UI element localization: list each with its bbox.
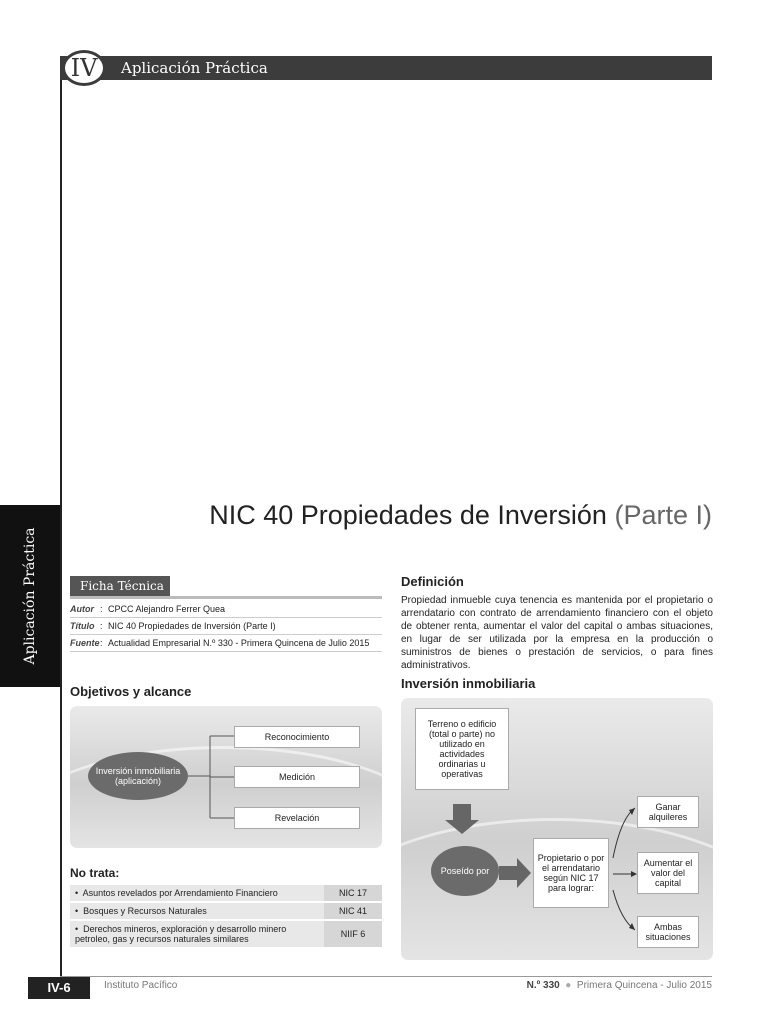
ficha-key: Fuente: [70, 638, 100, 648]
table-row: [70, 920, 382, 948]
inversion-diagram: [401, 698, 713, 960]
footer-rule: [60, 976, 712, 977]
article-title-part: (Parte I): [614, 500, 712, 530]
ficha-row: Título : NIC 40 Propiedades de Inversión (Parte I): [70, 618, 382, 635]
objetivos-center: Inversión inmobiliaria (aplicación): [88, 752, 188, 800]
inversion-heading: Inversión inmobiliaria: [401, 676, 536, 691]
footer-issue-number: N.º 330: [526, 980, 560, 991]
bullet-icon: ●: [562, 980, 575, 991]
objetivos-heading: Objetivos y alcance: [70, 684, 192, 699]
footer-period: Primera Quincena - Julio 2015: [576, 980, 712, 991]
no-trata-heading: No trata:: [70, 866, 120, 880]
side-tab-label: Aplicación Práctica: [22, 527, 38, 665]
objetivos-item: Medición: [234, 766, 360, 788]
margin-rule: [60, 56, 62, 978]
outcome-box: Aumentar el valor del capital: [637, 852, 699, 894]
table-row: [70, 885, 382, 902]
no-trata-text: • Bosques y Recursos Naturales: [70, 902, 324, 920]
no-trata-table: [70, 885, 382, 949]
ficha-divider: [70, 596, 382, 599]
page-number: IV-6: [28, 977, 90, 999]
article-title-main: NIC 40 Propiedades de Inversión: [209, 500, 607, 530]
ficha-value: CPCC Alejandro Ferrer Quea: [108, 604, 226, 614]
ficha-tab: Ficha Técnica: [70, 576, 170, 596]
propietario-box: Propietario o por el arrendatario según NIC 17 para lograr:: [533, 838, 609, 908]
ficha-key: Título: [70, 621, 95, 631]
ficha-key: Autor: [70, 604, 94, 614]
poseido-node: Poseído por: [431, 846, 499, 896]
section-title: Aplicación Práctica: [121, 59, 268, 77]
ficha-value: Actualidad Empresarial N.º 330 - Primera Quincena de Julio 2015: [108, 638, 370, 648]
ficha-row: Autor : CPCC Alejandro Ferrer Quea: [70, 601, 382, 618]
no-trata-text: • Asuntos revelados por Arrendamiento Financiero: [70, 885, 324, 902]
footer-publisher: Instituto Pacífico: [104, 980, 178, 991]
table-row: [70, 902, 382, 920]
terreno-box: Terreno o edificio (total o parte) no utilizado en actividades ordinarias u operativas: [415, 708, 509, 790]
ficha-row: Fuente: Actualidad Empresarial N.º 330 - Primera Quincena de Julio 2015: [70, 635, 382, 652]
footer-issue: [527, 980, 712, 991]
ficha-value: NIC 40 Propiedades de Inversión (Parte I): [108, 621, 276, 631]
objetivos-item: Reconocimiento: [234, 726, 360, 748]
section-number-badge: IV: [62, 50, 106, 86]
objetivos-item: Revelación: [234, 807, 360, 829]
definicion-heading: Definición: [401, 574, 464, 589]
no-trata-code: NIC 41: [324, 902, 382, 920]
definicion-text: Propiedad inmueble cuya tenencia es mantenida por el propietario o arrendatario con contrato de arrendamiento financiero con el objeto de obtener renta, aumentar el valor del capital o ambas situaciones, en lugar de ser utilizada por la empresa en la producción o suministros de bienes o prestación de servicios, o para fines administrativos.: [401, 595, 713, 671]
outcome-box: Ambas situaciones: [637, 916, 699, 948]
no-trata-code: NIC 17: [324, 885, 382, 902]
article-title: [209, 500, 712, 531]
no-trata-text: • Derechos mineros, exploración y desarrollo minero petroleo, gas y recursos naturales similares: [70, 920, 324, 948]
objetivos-diagram: [70, 706, 382, 848]
no-trata-code: NIIF 6: [324, 920, 382, 948]
outcome-box: Ganar alquileres: [637, 796, 699, 828]
ficha-tecnica: [70, 576, 382, 660]
